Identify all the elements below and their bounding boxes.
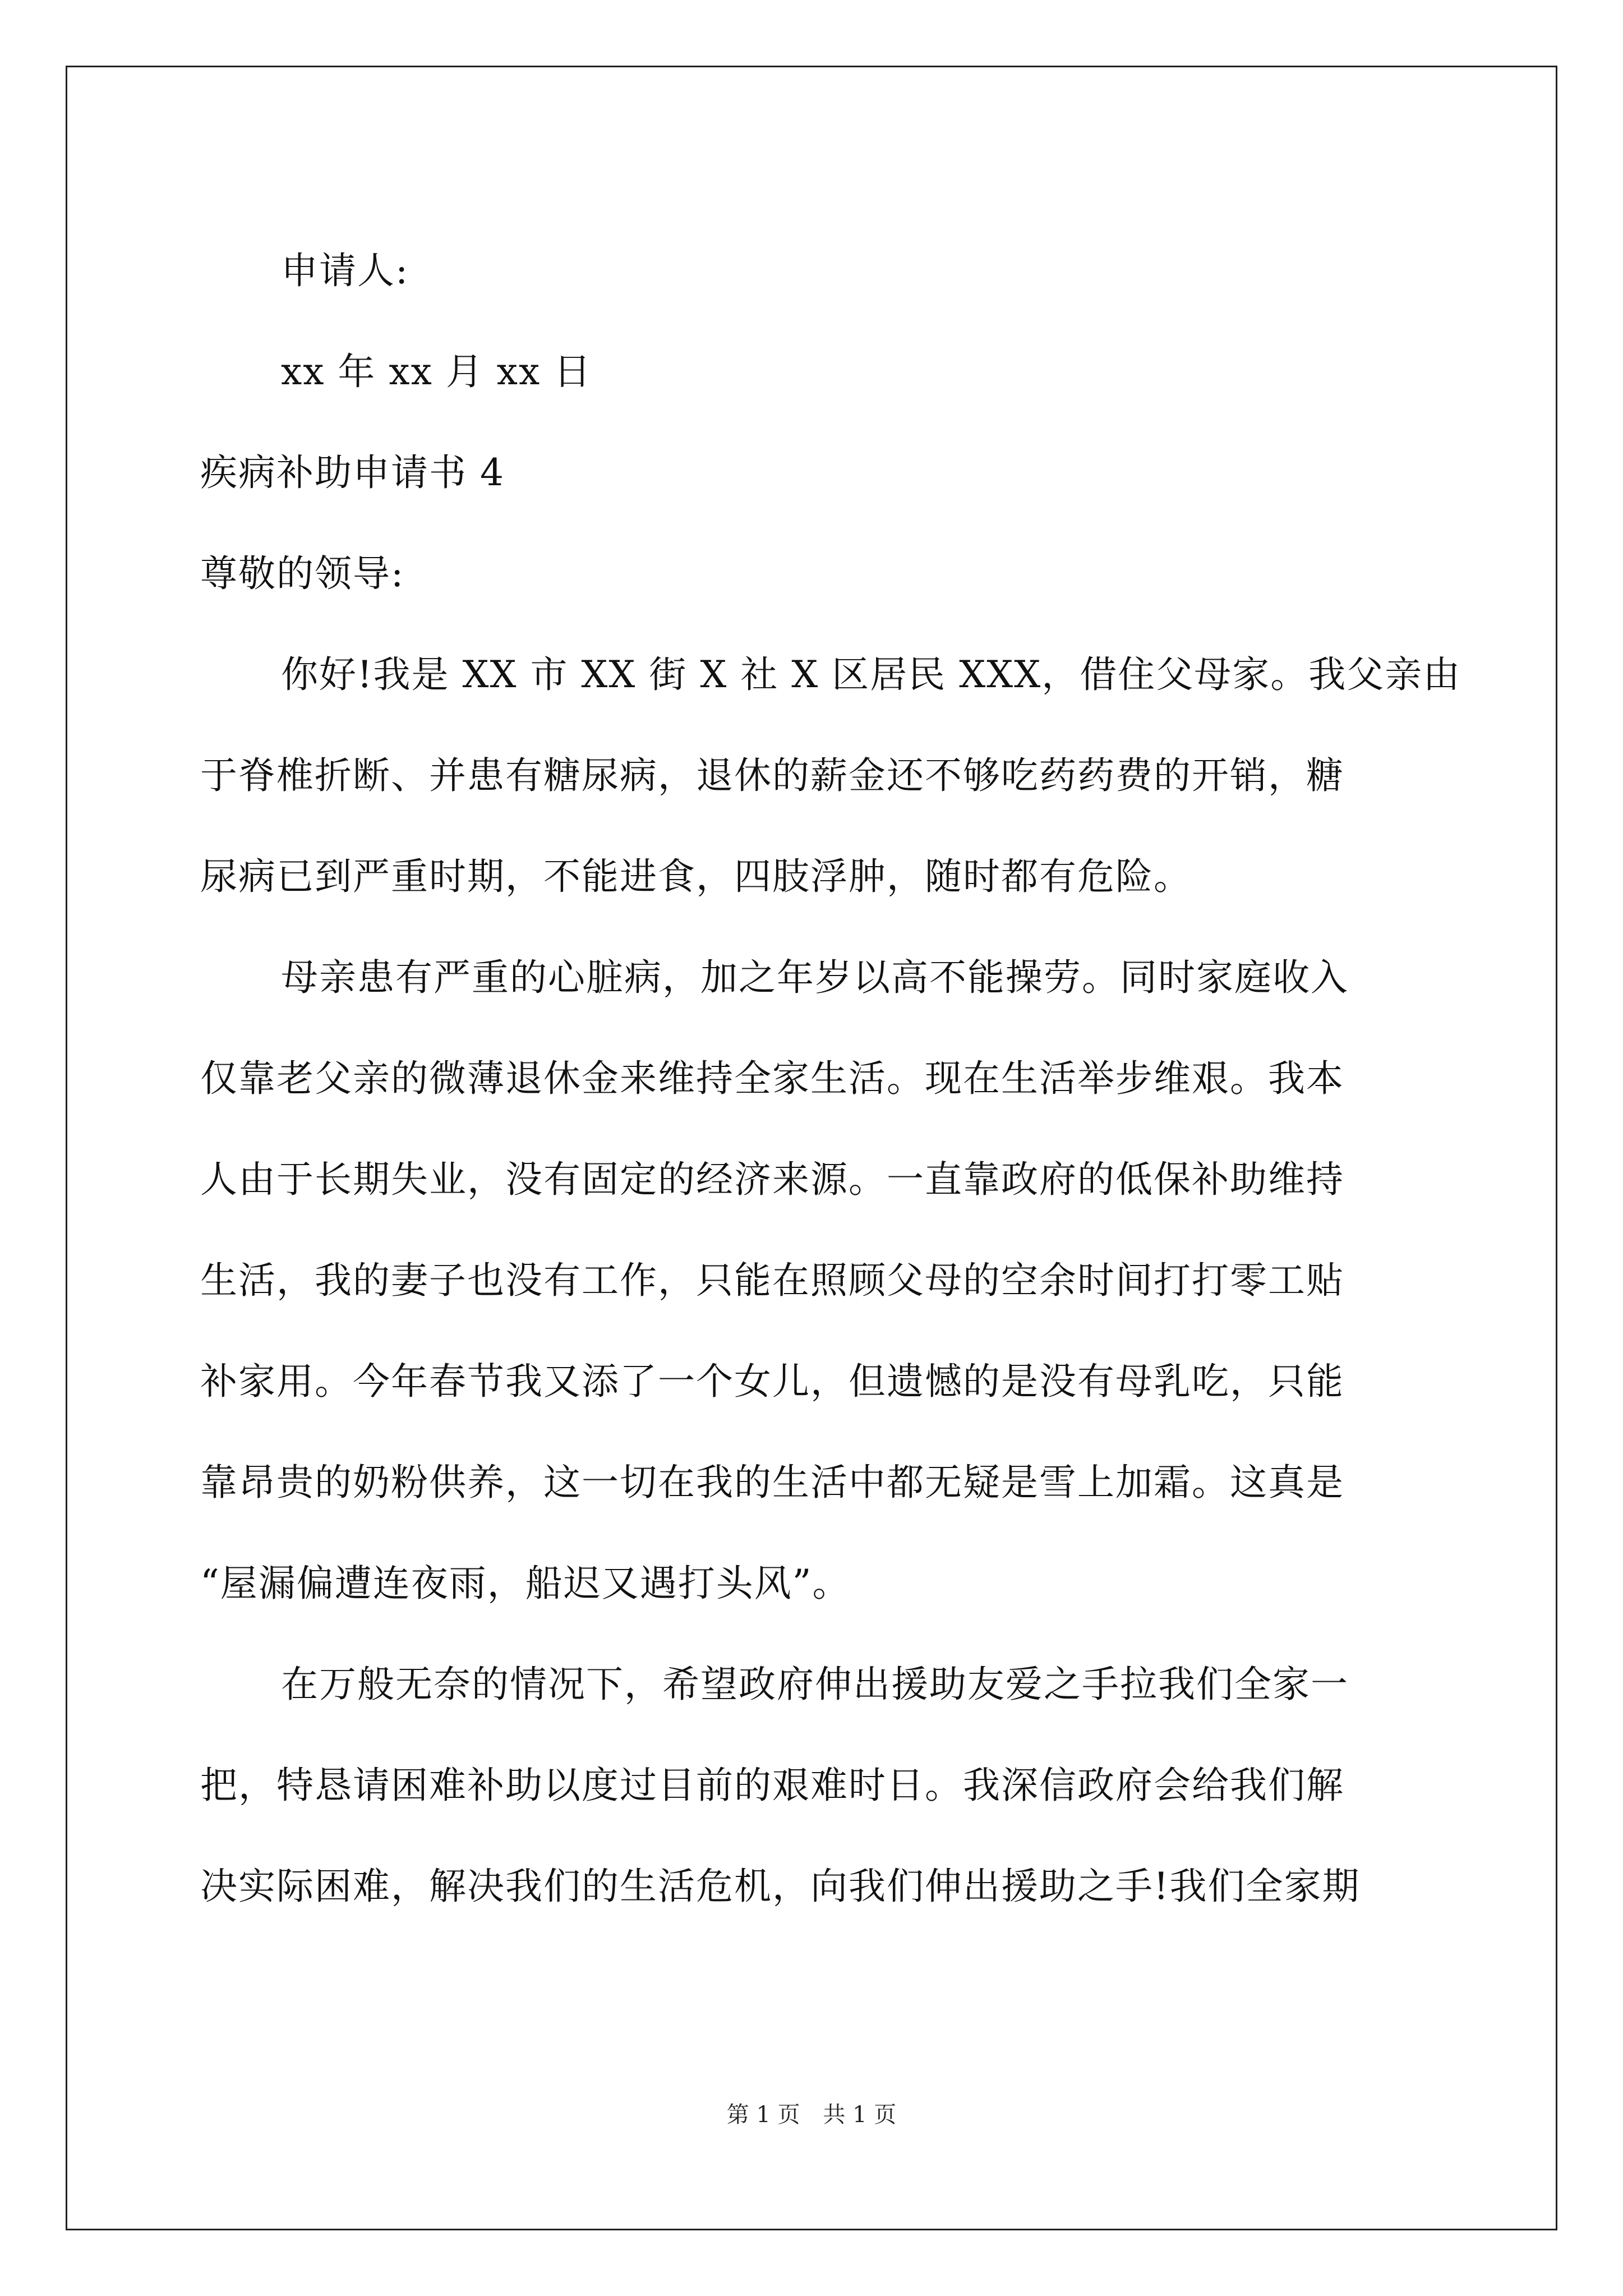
paragraph-line: 你好!我是 XX 市 XX 街 X 社 X 区居民 XXX，借住父母家。我父亲由 xyxy=(281,653,1461,696)
paragraph-line: 于脊椎折断、并患有糖尿病，退休的薪金还不够吃药药费的开销，糖 xyxy=(200,754,1344,797)
date-line: xx 年 xx 月 xx 日 xyxy=(281,350,592,393)
paragraph-line: 母亲患有严重的心脏病，加之年岁以高不能操劳。同时家庭收入 xyxy=(281,956,1349,999)
applicant-label: 申请人: xyxy=(281,249,409,292)
paragraph-line: 靠昂贵的奶粉供养，这一切在我的生活中都无疑是雪上加霜。这真是 xyxy=(200,1461,1344,1504)
page-number-current: 第 1 页 xyxy=(726,2102,800,2128)
paragraph-line: 仅靠老父亲的微薄退休金来维持全家生活。现在生活举步维艰。我本 xyxy=(200,1057,1344,1100)
salutation: 尊敬的领导: xyxy=(200,552,405,595)
paragraph-line: 决实际困难，解决我们的生活危机，向我们伸出援助之手!我们全家期 xyxy=(200,1865,1361,1908)
paragraph-line: 补家用。今年春节我又添了一个女儿，但遗憾的是没有母乳吃，只能 xyxy=(200,1360,1344,1403)
paragraph-line: 人由于长期失业，没有固定的经济来源。一直靠政府的低保补助维持 xyxy=(200,1158,1344,1201)
paragraph-line: “屋漏偏遭连夜雨，船迟又遇打头风”。 xyxy=(200,1562,851,1605)
document-body xyxy=(200,220,1461,1937)
paragraph-line: 生活，我的妻子也没有工作，只能在照顾父母的空余时间打打零工贴 xyxy=(200,1259,1344,1302)
document-title: 疾病补助申请书 4 xyxy=(200,451,505,494)
page-footer xyxy=(0,2097,1623,2129)
paragraph-line: 尿病已到严重时期，不能进食，四肢浮肿，随时都有危险。 xyxy=(200,855,1192,898)
paragraph-line: 在万般无奈的情况下，希望政府伸出援助友爱之手拉我们全家一 xyxy=(281,1663,1349,1706)
paragraph-line: 把，特恳请困难补助以度过目前的艰难时日。我深信政府会给我们解 xyxy=(200,1764,1344,1807)
page-number-total: 共 1 页 xyxy=(823,2102,897,2128)
